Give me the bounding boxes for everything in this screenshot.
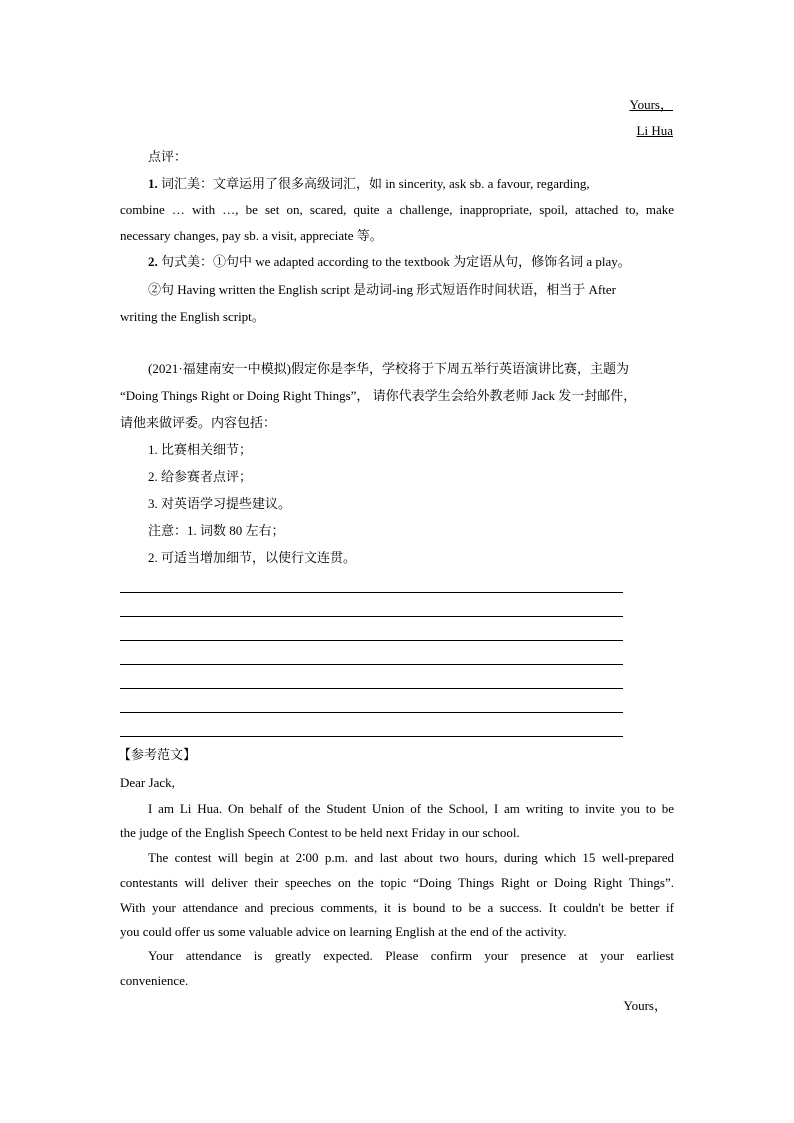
answer-line (120, 664, 623, 665)
task-note-2: 2. 可适当增加细节，以使行文连贯。 (148, 550, 357, 565)
comment-p1-text: 词汇美：文章运用了很多高级词汇，如 in sincerity, ask sb. a favour, regarding, (161, 176, 590, 191)
comment-p1-line2: combine … with …, be set on, scared, quite a challenge, inappropriate, spoil, attached to, make (120, 202, 674, 217)
comment-p2-text: 句式美：①句中 we adapted according to the textbook 为定语从句，修饰名词 a play。 (161, 254, 631, 269)
comment-p2-first-line (148, 253, 631, 271)
answer-line (120, 616, 623, 617)
task-note-1: 注意：1. 词数 80 左右； (148, 523, 285, 538)
sample-p1-line2: the judge of the English Speech Contest to be held next Friday in our school. (120, 825, 520, 840)
task-line1: (2021·福建南安一中模拟)假定你是李华，学校将于下周五举行英语演讲比赛，主题为 (148, 361, 629, 376)
sample-heading: 【参考范文】 (118, 747, 197, 762)
answer-line (120, 688, 623, 689)
task-requirement-2: 2. 给参赛者点评； (148, 469, 253, 484)
comment-heading: 点评： (148, 149, 188, 164)
signoff-yours: Yours， (629, 97, 673, 112)
answer-line (120, 736, 623, 737)
comment-p2-number: 2. (148, 254, 158, 269)
comment-p1-number: 1. (148, 176, 158, 191)
sample-p2-line4: you could offer us some valuable advice on learning English at the end of the activity. (120, 924, 567, 939)
sample-p3-line2: convenience. (120, 973, 189, 988)
task-requirement-1: 1. 比赛相关细节； (148, 442, 253, 457)
comment-p1-line3: necessary changes, pay sb. a visit, appreciate 等。 (120, 228, 383, 243)
sample-p2-line2: contestants will deliver their speeches on the topic “Doing Things Right or Doing Right Things”. (120, 875, 674, 890)
sample-p2-line1: The contest will begin at 2∶00 p.m. and last about two hours, during which 15 well-prepared (148, 850, 674, 865)
sample-p3-line1: Your attendance is greatly expected. Please confirm your presence at your earliest (148, 948, 674, 963)
answer-line (120, 712, 623, 713)
answer-line (120, 640, 623, 641)
task-line3: 请他来做评委。内容包括： (120, 415, 277, 430)
comment-p1-first-line (148, 175, 590, 193)
signoff-name: Li Hua (636, 123, 673, 138)
comment-p2-line3: writing the English script。 (120, 309, 265, 324)
sample-p1-line1: I am Li Hua. On behalf of the Student Union of the School, I am writing to invite you to be (148, 801, 674, 816)
task-requirement-3: 3. 对英语学习提些建议。 (148, 496, 292, 511)
sample-closing: Yours， (623, 998, 667, 1013)
task-line2: “Doing Things Right or Doing Right Things”， 请你代表学生会给外教老师 Jack 发一封邮件， (120, 388, 637, 403)
sample-p2-line3: With your attendance and precious comments, it is bound to be a success. It couldn't be better if (120, 900, 674, 915)
answer-line (120, 592, 623, 593)
sample-greeting: Dear Jack, (120, 775, 175, 790)
comment-p2-line2: ②句 Having written the English script 是动词-ing 形式短语作时间状语，相当于 After (148, 282, 616, 297)
